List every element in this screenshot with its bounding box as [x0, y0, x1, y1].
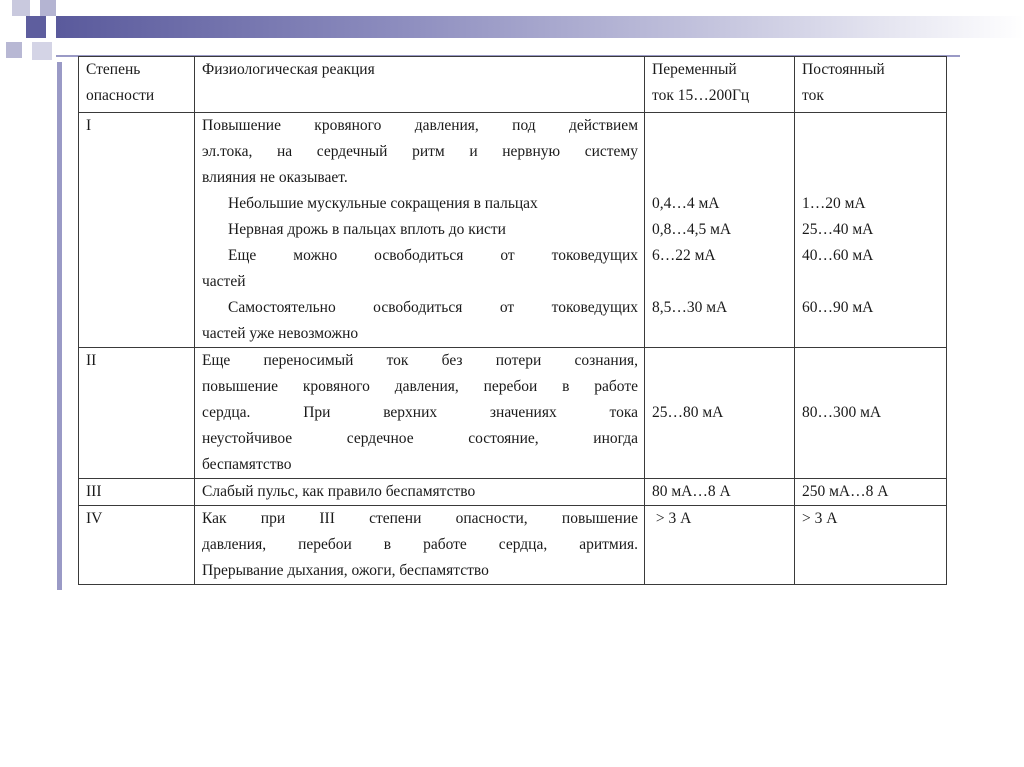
ac-current-cell: 80 мА…8 А [645, 479, 795, 506]
degree-cell: I [79, 113, 195, 348]
table-header-row [79, 57, 947, 113]
reaction-cell: Повышение кровяного давления, под действием эл.тока, на сердечный ритм и нервную систему влияния не оказывает. Небольшие мускульные сокращения в пальцах Нервная дрожь в пальцах вплоть до кисти Еще можно освободиться от токоведущих частей Самостоятельно освободиться от токоведущих частей уже невозможно [195, 113, 645, 348]
ac-current-cell: 25…80 мА [645, 348, 795, 479]
decor-square [40, 0, 56, 16]
reaction-cell: Слабый пульс, как правило беспамятство [195, 479, 645, 506]
header-dc: Постоянный ток [795, 57, 947, 113]
header-degree: Степень опасности [79, 57, 195, 113]
header-reaction: Физиологическая реакция [195, 57, 645, 113]
table-row [79, 479, 947, 506]
dc-current-cell: 80…300 мА [795, 348, 947, 479]
decor-square [6, 42, 22, 58]
dc-current-cell: 250 мА…8 А [795, 479, 947, 506]
table-row [79, 348, 947, 479]
reaction-cell: Еще переносимый ток без потери сознания, повышение кровяного давления, перебои в работе сердца. При верхних значениях тока неустойчивое сердечное состояние, иногда беспамятство [195, 348, 645, 479]
slide-header-bar [56, 16, 1024, 38]
header-ac: Переменный ток 15…200Гц [645, 57, 795, 113]
ac-current-cell: 0,4…4 мА 0,8…4,5 мА 6…22 мА 8,5…30 мА [645, 113, 795, 348]
table-row [79, 506, 947, 585]
ac-current-cell: > 3 А [645, 506, 795, 585]
dc-current-cell: 1…20 мА 25…40 мА 40…60 мА 60…90 мА [795, 113, 947, 348]
reaction-cell: Как при III степени опасности, повышение давления, перебои в работе сердца, аритмия. Прерывание дыхания, ожоги, беспамятство [195, 506, 645, 585]
decor-square [32, 42, 52, 60]
slide-side-rule [57, 62, 62, 590]
degree-cell: III [79, 479, 195, 506]
danger-degree-table [78, 56, 947, 585]
decor-square [12, 0, 30, 16]
dc-current-cell: > 3 А [795, 506, 947, 585]
degree-cell: IV [79, 506, 195, 585]
degree-cell: II [79, 348, 195, 479]
table-row [79, 113, 947, 348]
decor-square [26, 16, 46, 38]
